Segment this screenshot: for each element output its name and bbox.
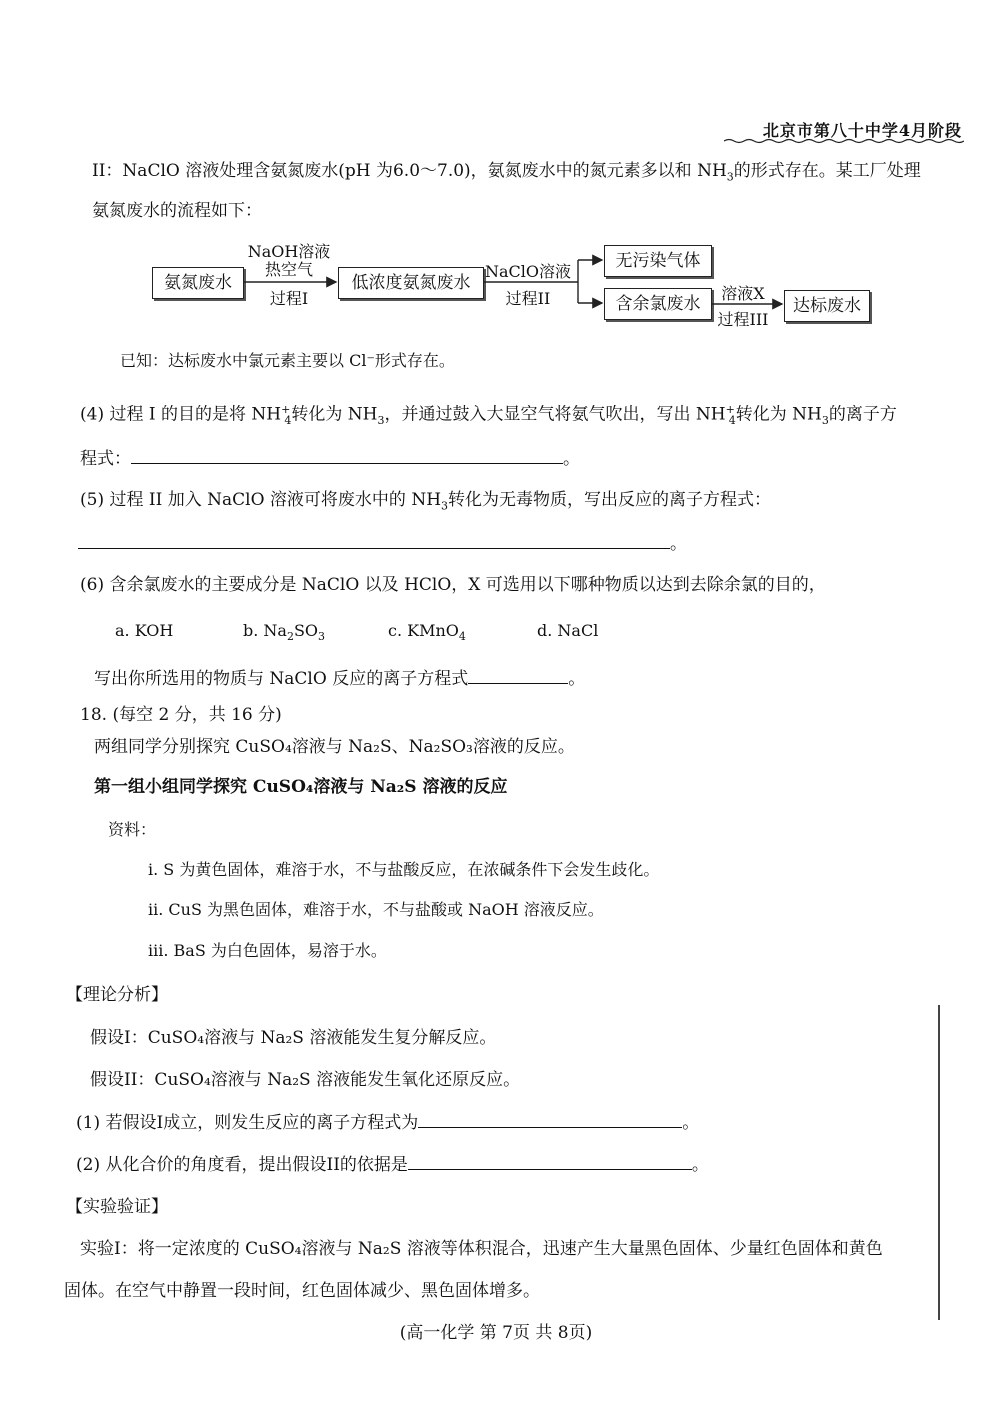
option-c: c. KMnO$_4$ [388, 621, 466, 644]
known-note: 已知：达标废水中氯元素主要以 Cl⁻形式存在。 [120, 351, 455, 370]
flow-box-qualified-wastewater: 达标废水 [784, 290, 870, 322]
sub-question-2: (2) 从化合价的角度看，提出假设II的依据是 。 [76, 1155, 709, 1175]
answer-blank-18-1[interactable] [418, 1111, 682, 1128]
material-item-3: iii. BaS 为白色固体，易溶于水。 [148, 941, 387, 960]
arrow1-process-label: 过程I [269, 289, 309, 308]
flow-box-residual-chlorine-wastewater: 含余氯废水 [604, 288, 712, 320]
intro-line-2: 氨氮废水的流程如下： [92, 201, 262, 221]
question-4-stem: (4) 过程 I 的目的是将 $NH^+_4$转化为 $NH_3$，并通过鼓入大显空气将氨气吹出，写出 $NH^+_4$转化为 $NH_3$的离子方 [80, 403, 897, 428]
group-1-heading: 第一组小组同学探究 CuSO₄溶液与 Na₂S 溶液的反应 [94, 777, 508, 797]
option-d: d. NaCl [537, 621, 599, 640]
intro-line-1: II：NaClO 溶液处理含氨氮废水(pH 为6.0～7.0)，氨氮废水中的氮元素多以和 $NH_3$的形式存在。某工厂处理 [92, 161, 921, 184]
page-header: 北京市第八十中学4月阶段 [762, 121, 962, 140]
option-a: a. KOH [115, 621, 174, 640]
question-18-intro: 两组同学分别探究 CuSO₄溶液与 Na₂S、Na₂SO₃溶液的反应。 [94, 737, 575, 757]
material-item-2: ii. CuS 为黑色固体，难溶于水，不与盐酸或 NaOH 溶液反应。 [148, 900, 604, 919]
material-item-1: i. S 为黄色固体，难溶于水，不与盐酸反应，在浓碱条件下会发生歧化。 [148, 860, 660, 879]
experiment-1-line-1: 实验I：将一定浓度的 CuSO₄溶液与 Na₂S 溶液等体积混合，迅速产生大量黑色固体、少量红色固体和黄色 [80, 1239, 883, 1259]
material-label: 资料： [108, 820, 157, 839]
answer-blank-18-2[interactable] [408, 1153, 692, 1170]
margin-rule [938, 1005, 940, 1320]
flow-box-low-concentration-wastewater: 低浓度氨氮废水 [338, 267, 484, 299]
answer-blank-q4[interactable] [131, 447, 563, 464]
sub-question-1: (1) 若假设I成立，则发生反应的离子方程式为 。 [76, 1113, 700, 1133]
hypothesis-1: 假设I：CuSO₄溶液与 Na₂S 溶液能发生复分解反应。 [90, 1028, 497, 1048]
arrow1-reagent-hot-air: 热空气 [264, 260, 313, 279]
answer-blank-q6[interactable] [468, 667, 568, 684]
question-6-stem: (6) 含余氯废水的主要成分是 NaClO 以及 HClO，X 可选用以下哪种物质以达到去除余氯的目的， [80, 575, 826, 595]
arrow2-reagent-naclo: NaClO溶液 [484, 262, 572, 281]
flow-box-pollution-free-gas: 无污染气体 [604, 245, 712, 277]
experiment-heading: 【实验验证】 [66, 1197, 168, 1217]
answer-blank-q5[interactable] [78, 532, 670, 549]
question-18-header: 18. (每空 2 分，共 16 分) [80, 705, 282, 725]
question-5-stem: (5) 过程 II 加入 NaClO 溶液可将废水中的 $NH_3$转化为无毒物质，写出反应的离子方程式： [80, 490, 772, 513]
arrow1-reagent-naoh: NaOH溶液 [247, 242, 331, 261]
page-footer: (高一化学 第 7页 共 8页) [399, 1323, 593, 1343]
question-4-answer-line: 程式： 。 [80, 449, 580, 469]
arrow2-process-label: 过程II [505, 289, 551, 308]
flow-box-ammonia-wastewater: 氨氮废水 [152, 267, 244, 299]
arrow3-reagent-x: 溶液X [721, 284, 765, 303]
theory-heading: 【理论分析】 [66, 985, 168, 1005]
hypothesis-2: 假设II：CuSO₄溶液与 Na₂S 溶液能发生氧化还原反应。 [90, 1070, 521, 1090]
experiment-1-line-2: 固体。在空气中静置一段时间，红色固体减少、黑色固体增多。 [64, 1281, 540, 1301]
question-5-answer-line: 。 [78, 532, 687, 555]
option-b: b. $Na_2SO_3$ [243, 621, 326, 644]
arrow3-process-label: 过程III [717, 310, 769, 329]
question-6-answer-line: 写出你所选用的物质与 NaClO 反应的离子方程式 。 [94, 669, 586, 689]
